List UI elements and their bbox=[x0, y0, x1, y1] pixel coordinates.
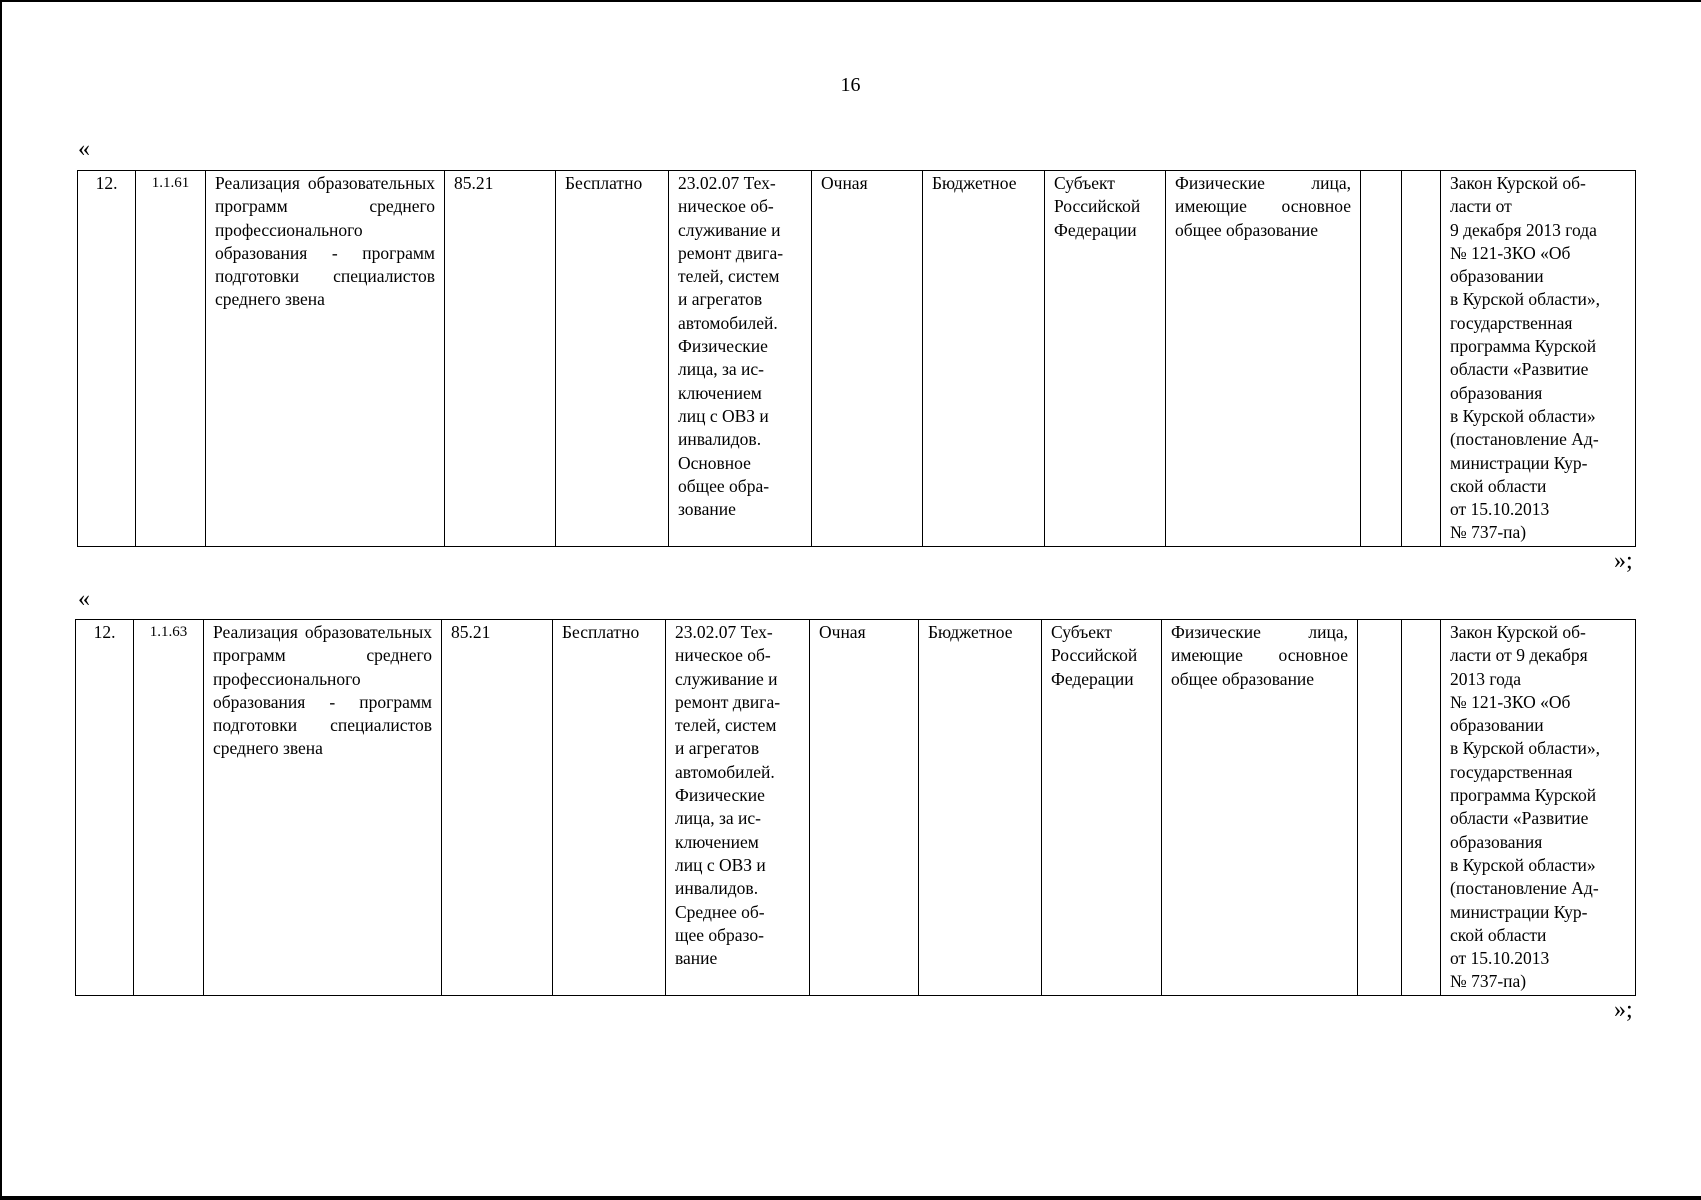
payment-type: Бесплатно bbox=[553, 620, 666, 996]
payment-type: Бесплатно bbox=[556, 171, 669, 547]
okved-code: 85.21 bbox=[442, 620, 553, 996]
opening-quote: « bbox=[78, 136, 90, 162]
service-content-text: 23.02.07 Тех- ническое об- служивание и ремонт двига- телей, систем и агрегатов автомобилей. Физические лица, за ис- ключением лиц с ОВЗ и инвалидов. Основное общее обра- зование bbox=[678, 173, 784, 520]
founder: Субъект Российской Федерации bbox=[1045, 171, 1166, 547]
legal-basis-text: Закон Курской об- ласти от 9 декабря 2013 года № 121-ЗКО «Об образовании в Курской области», государственная программа Курской области «Развитие образования в Курской области» (постановление Ад- министрации Кур- ской области от 15.10.2013 № 737-па) bbox=[1450, 622, 1600, 992]
service-content bbox=[666, 620, 810, 996]
page-number: 16 bbox=[840, 74, 861, 96]
legal-basis bbox=[1441, 171, 1636, 547]
row-number: 12. bbox=[76, 620, 134, 996]
table-row bbox=[76, 620, 1636, 996]
closing-quote: »; bbox=[1614, 997, 1633, 1023]
legal-basis bbox=[1441, 620, 1636, 996]
row-number: 12. bbox=[78, 171, 136, 547]
page-edge-top bbox=[0, 0, 1701, 2]
page-edge-left bbox=[0, 0, 2, 1200]
funding-type: Бюджетное bbox=[923, 171, 1045, 547]
empty-cell bbox=[1402, 171, 1441, 547]
opening-quote: « bbox=[78, 586, 90, 612]
service-name: Реализация образовательных программ среднего профессионального образования - программ подготовки специалистов среднего звена bbox=[204, 620, 442, 996]
empty-cell bbox=[1361, 171, 1402, 547]
consumer-category: Физические лица, имеющие основное общее образование bbox=[1166, 171, 1361, 547]
empty-cell bbox=[1402, 620, 1441, 996]
funding-type: Бюджетное bbox=[919, 620, 1042, 996]
founder: Субъект Российской Федерации bbox=[1042, 620, 1162, 996]
closing-quote: »; bbox=[1614, 548, 1633, 574]
education-form: Очная bbox=[810, 620, 919, 996]
registry-table-2 bbox=[75, 619, 1636, 996]
service-code: 1.1.63 bbox=[134, 620, 204, 996]
service-content bbox=[669, 171, 812, 547]
empty-cell bbox=[1358, 620, 1402, 996]
table-row bbox=[78, 171, 1636, 547]
okved-code: 85.21 bbox=[445, 171, 556, 547]
service-content-text: 23.02.07 Тех- ническое об- служивание и ремонт двига- телей, систем и агрегатов автомобилей. Физические лица, за ис- ключением лиц с ОВЗ и инвалидов. Среднее об- щее образо- вание bbox=[675, 622, 781, 969]
service-name: Реализация образовательных программ среднего профессионального образования - программ подготовки специалистов среднего звена bbox=[206, 171, 445, 547]
page-edge-bottom bbox=[0, 1196, 1701, 1200]
service-code: 1.1.61 bbox=[136, 171, 206, 547]
education-form: Очная bbox=[812, 171, 923, 547]
legal-basis-text: Закон Курской об- ласти от 9 декабря 2013 года № 121-ЗКО «Об образовании в Курской области», государственная программа Курской области «Развитие образования в Курской области» (постановление Ад- министрации Кур- ской области от 15.10.2013 № 737-па) bbox=[1450, 173, 1600, 543]
consumer-category: Физические лица, имеющие основное общее образование bbox=[1162, 620, 1358, 996]
registry-table-1 bbox=[77, 170, 1636, 547]
